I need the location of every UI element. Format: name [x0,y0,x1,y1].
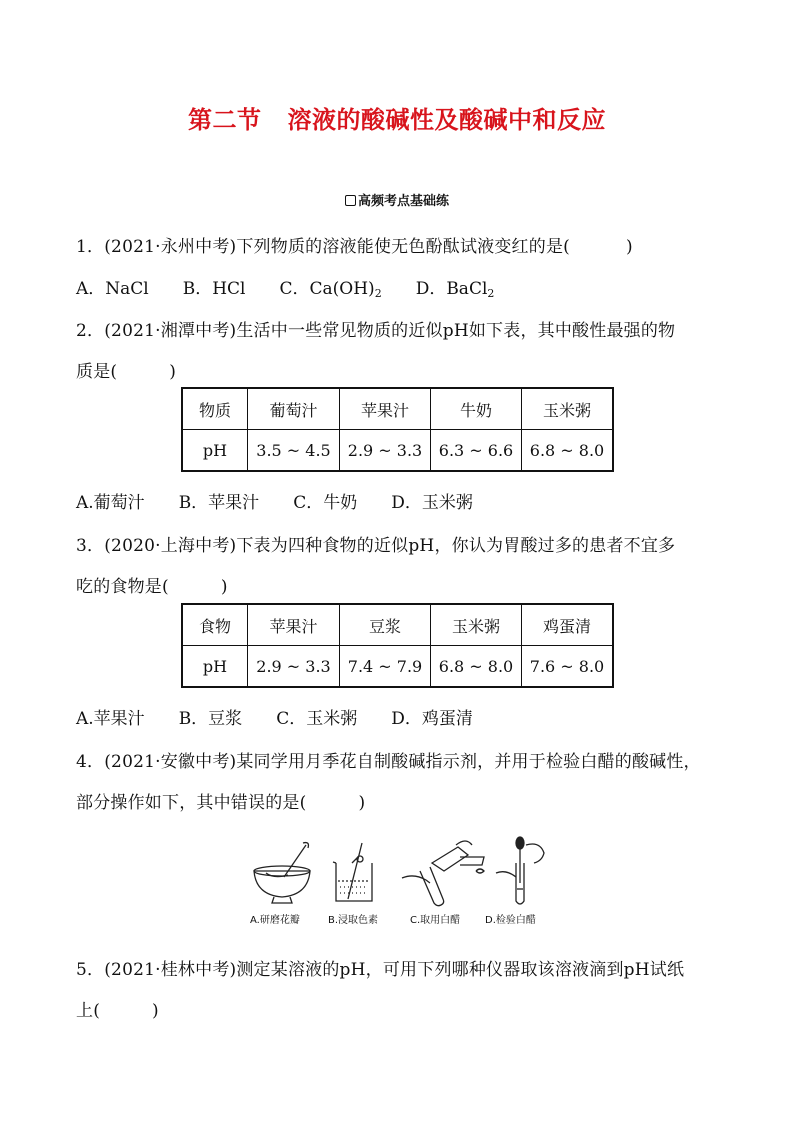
q2-option-c: C．牛奶 [293,493,358,513]
table-cell: 6.8 ~ 8.0 [431,646,522,688]
section-heading-text: 高频考点基础练 [357,194,449,209]
q1-option-a: A．NaCl [76,279,149,299]
q3-ph-table [181,603,614,688]
question-2-stem-line1: 2．(2021·湘潭中考)生活中一些常见物质的近似pH如下表，其中酸性最强的物 [76,321,676,341]
table-row [182,604,613,646]
question-4-stem-line2 [76,788,365,813]
question-3-stem-line2 [76,572,228,597]
table-cell: pH [182,430,248,472]
q1-option-c-subscript: 2 [374,287,382,300]
table-cell: 豆浆 [340,604,431,646]
question-2-text: 质是( [76,362,118,382]
dropper-test-tube-icon [496,837,544,904]
question-3-close: ) [220,577,228,597]
question-2-close: ) [169,362,177,382]
mortar-pestle-icon [254,843,310,903]
question-1-stem [76,232,633,257]
question-5-stem-line2 [76,996,159,1021]
q3-option-d: D．鸡蛋清 [391,709,473,729]
table-row [182,646,613,688]
q1-option-b: B．HCl [182,279,246,299]
q2-option-b: B．苹果汁 [178,493,260,513]
q4-caption-d: D.检验白醋 [485,915,536,926]
title-section-number: 第二节 [188,106,262,134]
question-1-text: 1．(2021·永州中考)下列物质的溶液能使无色酚酞试液变红的是( [76,237,570,257]
question-1-close: ) [625,237,633,257]
section-heading [0,190,794,209]
table-cell: pH [182,646,248,688]
question-1-options [76,274,528,300]
question-3-options [76,704,507,729]
table-cell: 7.6 ~ 8.0 [522,646,614,688]
q1-option-d [416,274,495,300]
q1-option-c [280,274,382,300]
table-cell: 苹果汁 [248,604,340,646]
q1-option-d-subscript: 2 [487,287,495,300]
table-cell: 牛奶 [431,388,522,430]
table-cell: 6.8 ~ 8.0 [522,430,614,472]
table-cell: 玉米粥 [522,388,614,430]
table-cell: 葡萄汁 [248,388,340,430]
table-cell: 物质 [182,388,248,430]
q4-illustrations [244,833,554,908]
table-row [182,430,613,472]
test-tube-pouring-icon [402,841,484,906]
question-2-options [76,488,507,513]
title-topic: 溶液的酸碱性及酸碱中和反应 [287,106,606,134]
section-mark-icon [345,195,356,206]
table-cell: 6.3 ~ 6.6 [431,430,522,472]
page-title [0,100,794,135]
question-4-text: 部分操作如下，其中错误的是( [76,793,307,813]
q2-option-d: D．玉米粥 [391,493,473,513]
beaker-rod-icon [333,843,372,901]
question-5-text: 上( [76,1001,101,1021]
q2-ph-table [181,387,614,472]
q2-option-a: A.葡萄汁 [76,493,145,513]
table-cell: 苹果汁 [340,388,431,430]
question-2-stem-line2 [76,357,176,382]
q4-caption-a: A.研磨花瓣 [250,915,300,926]
question-5-stem-line1: 5．(2021·桂林中考)测定某溶液的pH，可用下列哪种仪器取该溶液滴到pH试纸 [76,960,685,980]
table-cell: 7.4 ~ 7.9 [340,646,431,688]
q4-figures [244,833,554,933]
question-5-close: ) [152,1001,159,1021]
table-cell: 2.9 ~ 3.3 [340,430,431,472]
q1-option-c-text: C．Ca(OH) [279,279,375,299]
question-3-stem-line1: 3．(2020·上海中考)下表为四种食物的近似pH，你认为胃酸过多的患者不宜多 [76,536,676,556]
q3-option-c: C．玉米粥 [276,709,358,729]
q3-option-a: A.苹果汁 [76,709,145,729]
q1-option-d-text: D．BaCl [415,279,488,299]
question-4-stem-line1: 4．(2021·安徽中考)某同学用月季花自制酸碱指示剂，并用于检验白醋的酸碱性， [76,752,701,772]
q4-caption-c: C.取用白醋 [410,915,461,926]
table-row [182,388,613,430]
table-cell: 3.5 ~ 4.5 [248,430,340,472]
question-4-close: ) [358,793,366,813]
q3-option-b: B．豆浆 [178,709,243,729]
table-cell: 2.9 ~ 3.3 [248,646,340,688]
table-cell: 食物 [182,604,248,646]
table-cell: 鸡蛋清 [522,604,614,646]
question-3-text: 吃的食物是( [76,577,169,597]
q4-caption-b: B.浸取色素 [328,915,379,926]
table-cell: 玉米粥 [431,604,522,646]
